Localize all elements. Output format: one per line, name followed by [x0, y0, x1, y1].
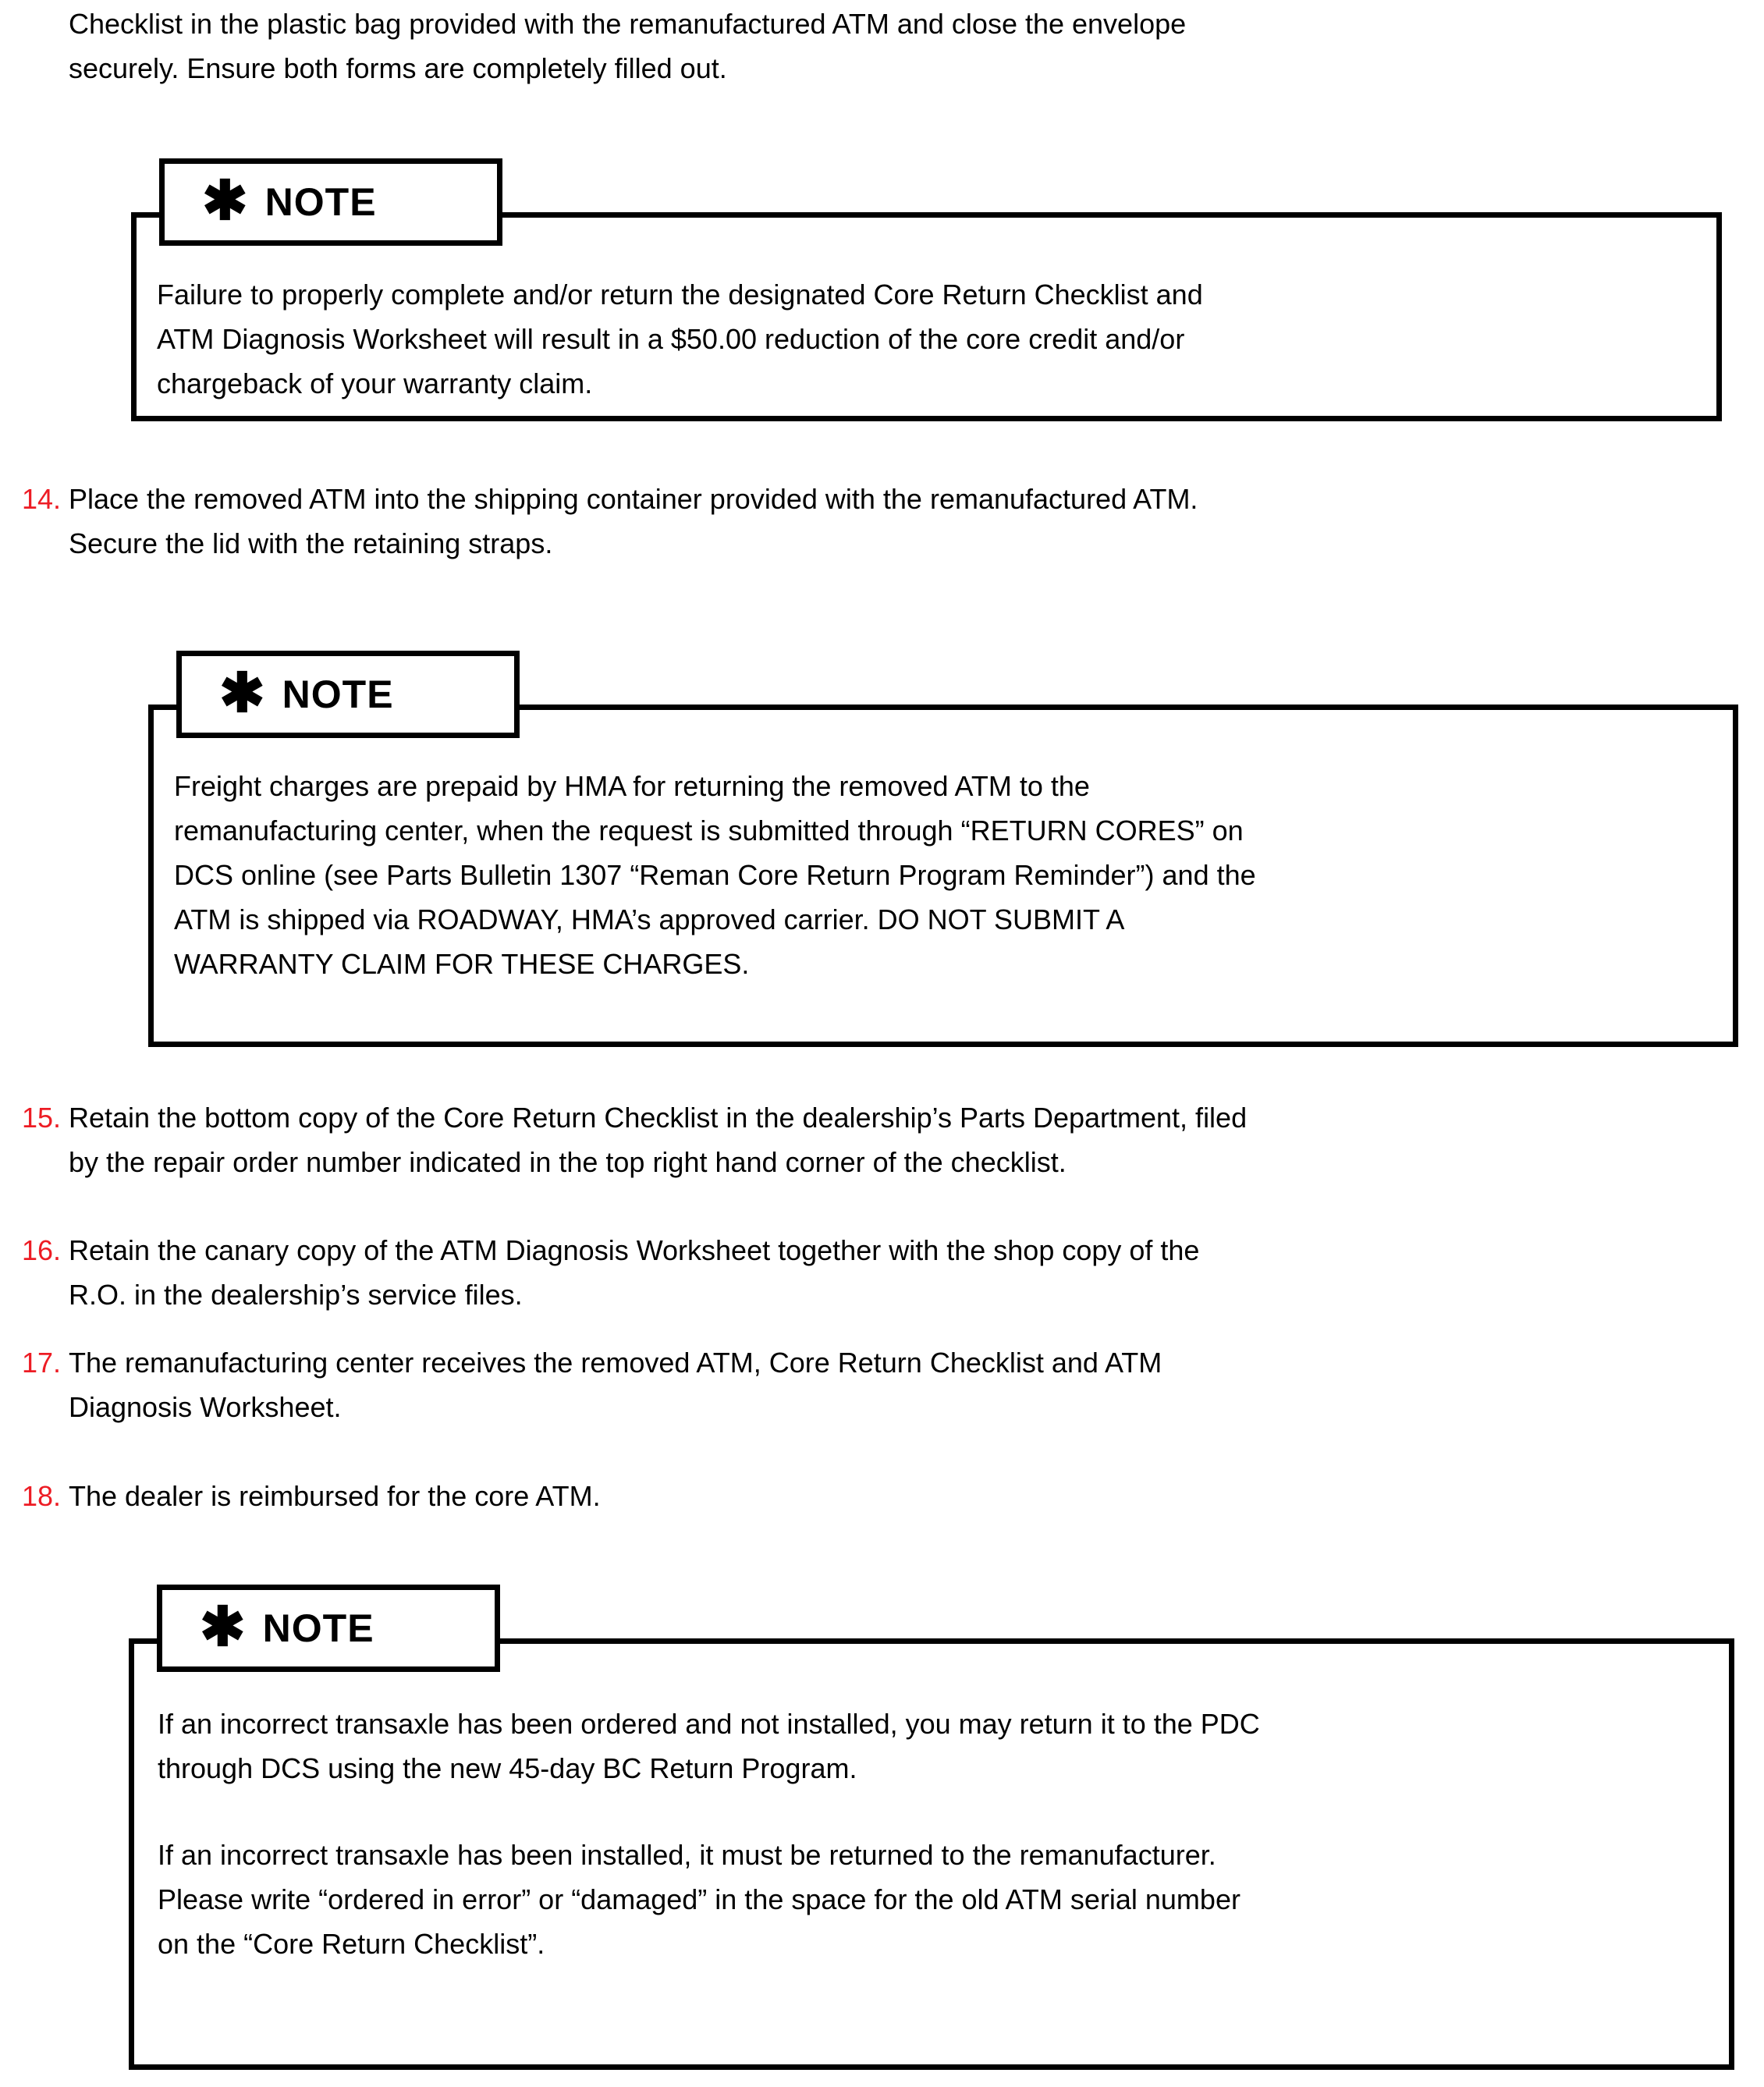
- list-text-line: R.O. in the dealership’s service files.: [69, 1279, 523, 1311]
- list-text-line: Retain the canary copy of the ATM Diagnosis Worksheet together with the shop copy of the: [69, 1234, 1200, 1266]
- list-text-line: by the repair order number indicated in the top right hand corner of the checklist.: [69, 1146, 1067, 1178]
- note-label: NOTE: [264, 180, 377, 224]
- note-text-line: Failure to properly complete and/or return the designated Core Return Checklist and: [157, 279, 1203, 311]
- list-text-line: Secure the lid with the retaining straps.: [69, 527, 553, 559]
- note-text-line: on the “Core Return Checklist”.: [158, 1928, 545, 1960]
- list-text-line: The dealer is reimbursed for the core ATM.: [69, 1480, 601, 1512]
- note-text-line: remanufacturing center, when the request is submitted through “RETURN CORES” on: [174, 815, 1244, 847]
- note-box-1: [131, 170, 1722, 421]
- note-text-line: WARRANTY CLAIM FOR THESE CHARGES.: [174, 948, 750, 980]
- note-text-line: Freight charges are prepaid by HMA for returning the removed ATM to the: [174, 770, 1090, 802]
- list-text-line: The remanufacturing center receives the removed ATM, Core Return Checklist and ATM: [69, 1347, 1162, 1379]
- list-number: 14.: [22, 483, 62, 515]
- note-box-3: [129, 1596, 1734, 2070]
- intro-line: Checklist in the plastic bag provided with the remanufactured ATM and close the envelope: [69, 8, 1187, 40]
- list-number: 17.: [22, 1347, 62, 1379]
- note-body: [134, 1644, 1729, 1966]
- list-text-line: Place the removed ATM into the shipping container provided with the remanufactured ATM.: [69, 483, 1198, 515]
- list-text-line: Diagnosis Worksheet.: [69, 1391, 342, 1423]
- asterisk-icon: ✱: [202, 170, 248, 231]
- note-text-line: through DCS using the new 45-day BC Return Program.: [158, 1752, 857, 1784]
- list-number: 16.: [22, 1234, 62, 1266]
- list-number: 15.: [22, 1102, 62, 1134]
- note-text-line: Please write “ordered in error” or “damaged” in the space for the old ATM serial number: [158, 1883, 1240, 1915]
- intro-line: securely. Ensure both forms are completely filled out.: [69, 52, 727, 84]
- note-text-line: If an incorrect transaxle has been ordered and not installed, you may return it to the PDC: [158, 1708, 1260, 1740]
- note-text-line: chargeback of your warranty claim.: [157, 367, 593, 399]
- note-paragraph: [158, 1702, 1729, 1791]
- intro-paragraph: [69, 2, 1186, 91]
- note-body: [154, 710, 1733, 986]
- note-label: NOTE: [262, 1606, 374, 1650]
- asterisk-icon: ✱: [219, 662, 265, 723]
- note-label: NOTE: [282, 673, 394, 716]
- asterisk-icon: ✱: [200, 1596, 246, 1657]
- list-number: 18.: [22, 1480, 62, 1512]
- note-text-line: ATM Diagnosis Worksheet will result in a $50.00 reduction of the core credit and/or: [157, 323, 1185, 355]
- note-text-line: If an incorrect transaxle has been installed, it must be returned to the remanufacturer.: [158, 1839, 1216, 1871]
- list-text-line: Retain the bottom copy of the Core Return Checklist in the dealership’s Parts Department, filed: [69, 1102, 1248, 1134]
- note-text-line: DCS online (see Parts Bulletin 1307 “Reman Core Return Program Reminder”) and the: [174, 859, 1256, 891]
- note-text-line: ATM is shipped via ROADWAY, HMA’s approved carrier. DO NOT SUBMIT A: [174, 903, 1125, 935]
- note-box-2: [148, 662, 1738, 1047]
- note-paragraph: [158, 1833, 1729, 1966]
- note-body: [137, 218, 1716, 406]
